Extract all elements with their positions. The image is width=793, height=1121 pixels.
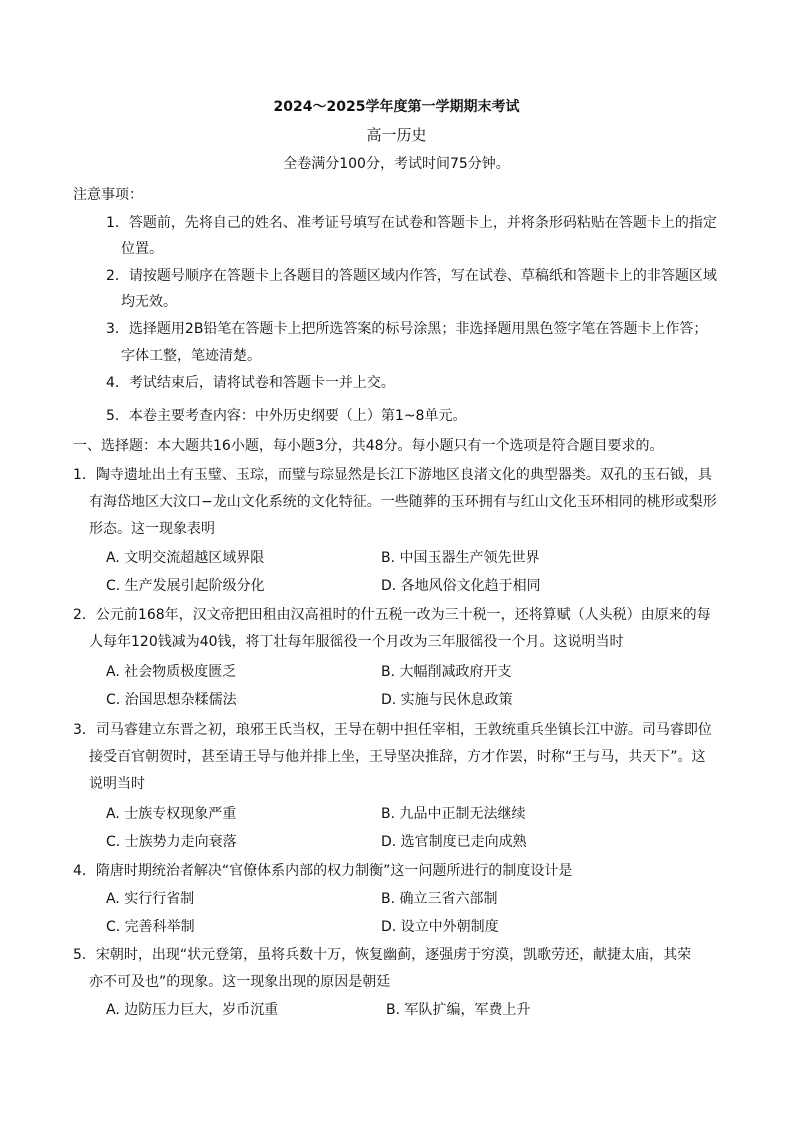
section-heading: 一、选择题：本大题共16小题，每小题3分，共48分。每小题只有一个选项是符合题目要求的。	[73, 438, 664, 454]
question-3-option-d[interactable]: D. 选官制度已走向成熟	[381, 834, 527, 850]
question-4-line1: 4．隋唐时期统治者解决“官僚体系内部的权力制衡”这一问题所进行的制度设计是	[73, 863, 573, 879]
question-1-option-a[interactable]: A. 文明交流超越区域界限	[106, 550, 265, 566]
question-2-option-d[interactable]: D. 实施与民休息政策	[381, 692, 513, 708]
note-item-1-line1: 1．答题前，先将自己的姓名、准考证号填写在试卷和答题卡上，并将条形码粘贴在答题卡上的指定	[106, 215, 717, 231]
question-1-option-c[interactable]: C. 生产发展引起阶级分化	[106, 578, 265, 594]
note-item-5: 5．本卷主要考查内容：中外历史纲要（上）第1~8单元。	[106, 408, 467, 424]
question-3-option-c[interactable]: C. 士族势力走向衰落	[106, 834, 237, 850]
question-1-option-b[interactable]: B. 中国玉器生产领先世界	[381, 550, 540, 566]
question-3-line3: 说明当时	[89, 776, 145, 792]
question-4-option-a[interactable]: A. 实行行省制	[106, 891, 195, 907]
question-3-option-b[interactable]: B. 九品中正制无法继续	[381, 806, 526, 822]
question-2-line1: 2．公元前168年，汉文帝把田租由汉高祖时的什五税一改为三十税一，还将算赋（人头税）由原来的每	[73, 607, 711, 623]
note-item-2-line2: 均无效。	[121, 294, 177, 310]
note-item-3-line1: 3．选择题用2B铅笔在答题卡上把所选答案的标号涂黑；非选择题用黑色签字笔在答题卡上作答；	[106, 321, 708, 337]
question-5-option-b[interactable]: B. 军队扩编，军费上升	[386, 1002, 531, 1018]
score-note: 全卷满分100分，考试时间75分钟。	[283, 156, 510, 172]
question-2-option-c[interactable]: C. 治国思想杂糅儒法	[106, 692, 237, 708]
question-1-option-d[interactable]: D. 各地风俗文化趋于相同	[381, 578, 541, 594]
note-item-1-line2: 位置。	[121, 241, 163, 257]
exam-title: 2024～2025学年度第一学期期末考试	[273, 99, 520, 115]
note-item-4: 4．考试结束后，请将试卷和答题卡一并上交。	[106, 375, 395, 391]
exam-subject: 高一历史	[366, 126, 427, 144]
question-1-line1: 1．陶寺遗址出土有玉璧、玉琮，而璧与琮显然是长江下游地区良渚文化的典型器类。双孔的玉石钺，具	[73, 467, 712, 483]
note-item-2-line1: 2．请按题号顺序在答题卡上各题目的答题区域内作答，写在试卷、草稿纸和答题卡上的非答题区域	[106, 268, 717, 284]
question-5-line1: 5．宋朝时，出现“状元登第，虽将兵数十万，恢复幽蓟，逐强虏于穷漠，凯歌劳还，献捷太庙，其荣	[73, 947, 692, 963]
question-4-option-d[interactable]: D. 设立中外朝制度	[381, 919, 499, 935]
notes-label: 注意事项：	[73, 187, 143, 203]
question-4-option-b[interactable]: B. 确立三省六部制	[381, 891, 498, 907]
question-2-option-a[interactable]: A. 社会物质极度匮乏	[106, 664, 237, 680]
question-4-option-c[interactable]: C. 完善科举制	[106, 919, 195, 935]
question-1-line2: 有海岱地区大汶口−龙山文化系统的文化特征。一些随葬的玉环拥有与红山文化玉环相同的桃形或梨形	[89, 494, 717, 510]
question-3-line1: 3．司马睿建立东晋之初，琅邪王氏当权，王导在朝中担任宰相，王敦统重兵坐镇长江中游。司马睿即位	[73, 722, 712, 738]
question-3-line2: 接受百官朝贺时，甚至请王导与他并排上坐，王导坚决推辞，方才作罢，时称“王与马，共天下”。这	[89, 749, 706, 765]
question-2-option-b[interactable]: B. 大幅削减政府开支	[381, 664, 512, 680]
question-2-line2: 人每年120钱减为40钱，将丁壮每年服徭役一个月改为三年服徭役一个月。这说明当时	[89, 634, 624, 650]
question-5-option-a[interactable]: A. 边防压力巨大，岁币沉重	[106, 1002, 279, 1018]
note-item-3-line2: 字体工整，笔迹清楚。	[121, 348, 261, 364]
question-5-line2: 亦不可及也”的现象。这一现象出现的原因是朝廷	[89, 974, 391, 990]
question-1-line3: 形态。这一现象表明	[89, 521, 215, 537]
question-3-option-a[interactable]: A. 士族专权现象严重	[106, 806, 237, 822]
